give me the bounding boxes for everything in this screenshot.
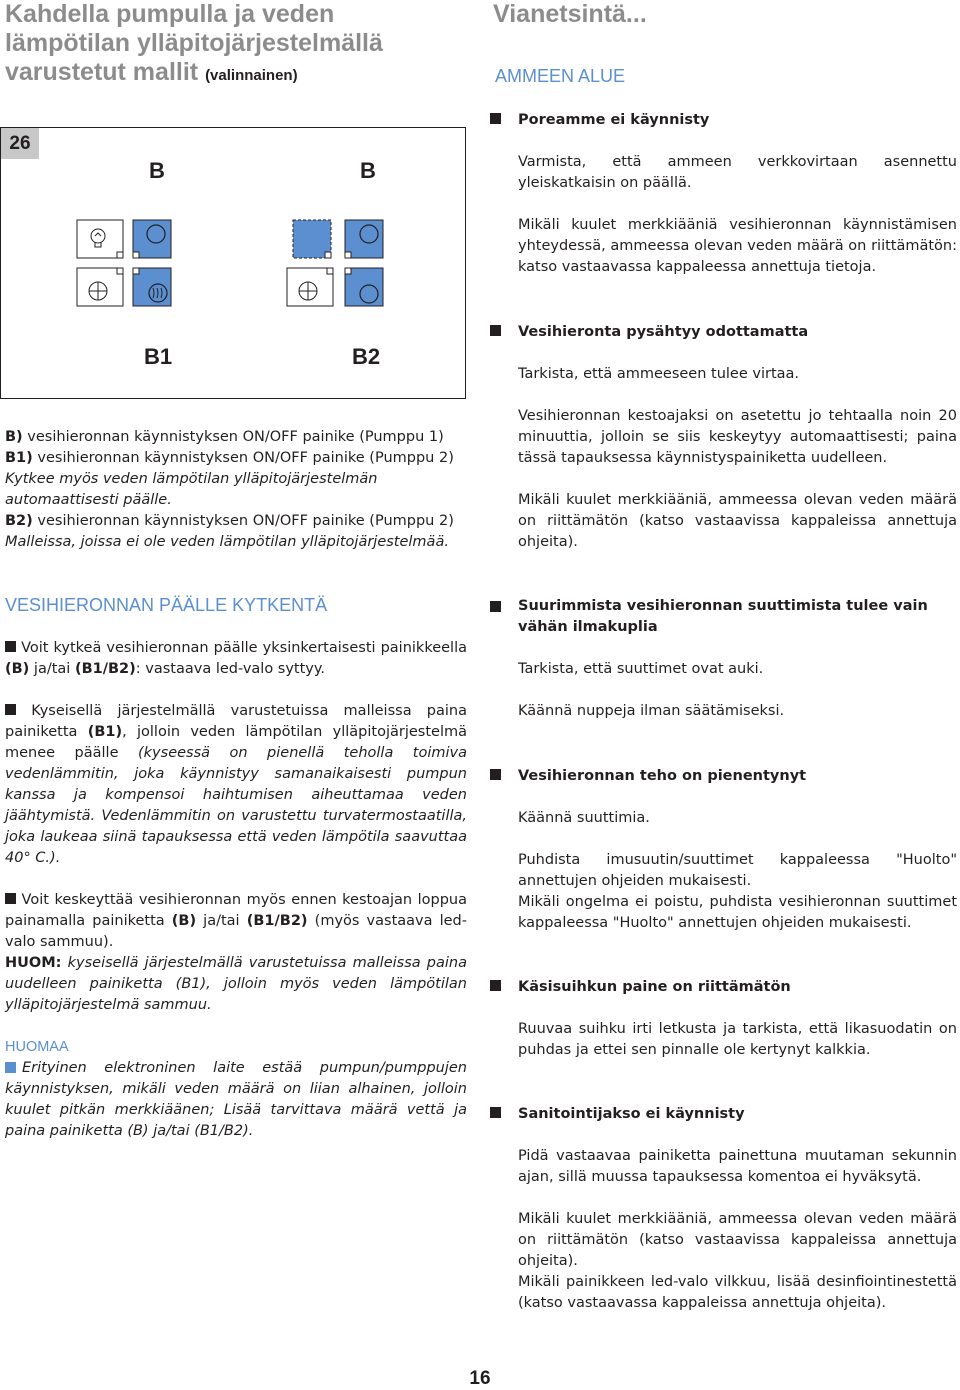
item-5-title: Sanitointijakso ei käynnisty xyxy=(518,1106,745,1122)
item-2-title-row xyxy=(490,596,957,638)
p1-a: Voit kytkeä vesihieronnan päälle yksinkertaisesti painikkeella xyxy=(21,640,467,656)
label-b1: B1 xyxy=(144,344,173,369)
left-section-body xyxy=(5,638,467,1142)
item-1-title-row xyxy=(490,322,957,343)
note-para xyxy=(5,1058,467,1142)
left-para-3 xyxy=(5,890,467,953)
item-5-title-row xyxy=(490,1104,957,1125)
item-0-para-0: Varmista, että ammeen verkkovirtaan asennettu yleiskatkaisin on päällä. xyxy=(518,154,957,191)
right-item-3 xyxy=(490,766,957,934)
p3-c: ja/tai xyxy=(196,913,247,929)
left-title xyxy=(5,0,485,90)
p2-b: (B1) xyxy=(87,724,123,740)
right-item-1 xyxy=(490,322,957,553)
figure-legend xyxy=(5,427,475,553)
square-bullet-icon xyxy=(490,980,501,991)
item-1-title: Vesihieronta pysähtyy odottamatta xyxy=(518,324,809,340)
fan-icon xyxy=(77,268,123,306)
right-item-4 xyxy=(490,977,957,1061)
item-5-para-0: Pidä vastaavaa painiketta painettuna muutaman sekunnin ajan, sillä muussa tapauksessa komentoa ei hyväksytä. xyxy=(518,1148,957,1185)
legend-b1-note: Kytkee myös veden lämpötilan ylläpitojärjestelmän automaattisesti päälle. xyxy=(5,471,378,508)
button-b1-icon[interactable] xyxy=(133,268,171,306)
p1-b4: : vastaava led-valo syttyy. xyxy=(135,661,326,677)
item-2-para-0: Tarkista, että suuttimet ovat auki. xyxy=(518,661,764,677)
item-1-para-0: Tarkista, että ammeeseen tulee virtaa. xyxy=(518,366,800,382)
legend-b1 xyxy=(5,448,475,469)
item-1-para-2: Mikäli kuulet merkkiääniä, ammeessa olevan veden määrä on riittämätön (katso vastaavissa kappaleissa annettuja ohjeita). xyxy=(518,492,957,550)
item-1-para-1: Vesihieronnan kestoajaksi on asetettu jo tehtaalla noin 20 minuuttia, jolloin se siis keskeytyy automaattisesti; paina tässä tapauksessa käynnistyspainiketta uudelleen. xyxy=(518,408,957,466)
legend-b2 xyxy=(5,511,475,532)
lamp-icon xyxy=(77,220,123,258)
left-title-line3: varustetut mallit xyxy=(5,58,199,86)
label-b-left: B xyxy=(149,158,165,183)
item-0-para-1: Mikäli kuulet merkkiääniä vesihieronnan käynnistämisen yhteydessä, ammeessa olevan veden määrä on riittämätön: katso vastaavassa kappaleessa annettuja tietoja. xyxy=(518,217,957,275)
note-text: Erityinen elektroninen laite estää pumpun/pumppujen käynnistyksen, mikäli veden määrä on liian alhainen, jolloin kuulet pitkän merkkiäänen; Lisää tarvittava määrä vettä ja paina painiketta (B) ja/tai (B1/B2). xyxy=(5,1060,467,1139)
item-4-title: Käsisuihkun paine on riittämätön xyxy=(518,979,791,995)
button-b-right-icon[interactable] xyxy=(345,220,383,258)
square-bullet-icon xyxy=(5,641,16,652)
right-item-5 xyxy=(490,1104,957,1314)
right-title: Vianetsintä... xyxy=(493,0,647,28)
legend-b-text: vesihieronnan käynnistyksen ON/OFF painike (Pumppu 1) xyxy=(27,429,444,445)
button-b2-icon[interactable] xyxy=(345,268,383,306)
item-0-title-row xyxy=(490,110,957,131)
legend-b2-key: B2) xyxy=(5,513,33,529)
label-b-right: B xyxy=(360,158,376,183)
square-bullet-blue-icon xyxy=(5,1062,16,1073)
p3-a: Voit keskeyttää vesihieronnan myös ennen kestoajan loppua painamalla painiketta xyxy=(5,892,467,929)
button-b-icon[interactable] xyxy=(133,220,171,258)
legend-b1-key: B1) xyxy=(5,450,33,466)
p3-d: (B1/B2) xyxy=(246,913,308,929)
item-5-para-1: Mikäli kuulet merkkiääniä, ammeessa olevan veden määrä on riittämätön (katso vastaavissa kappaleissa annettuja ohjeita). xyxy=(518,1211,957,1269)
figure-26 xyxy=(0,127,466,399)
right-item-2 xyxy=(490,596,957,722)
square-bullet-icon xyxy=(490,769,501,780)
optional-button-icon xyxy=(293,220,331,258)
square-bullet-icon xyxy=(490,601,501,612)
square-bullet-icon xyxy=(490,1107,501,1118)
legend-b2-note: Malleissa, joissa ei ole veden lämpötilan ylläpitojärjestelmää. xyxy=(5,534,449,550)
left-para-1 xyxy=(5,638,467,680)
item-2-title: Suurimmista vesihieronnan suuttimista tulee vain vähän ilmakuplia xyxy=(518,598,928,635)
item-5-para-2: Mikäli painikkeen led-valo vilkkuu, lisää desinfiointinestettä (katso vastaavassa kappaleissa annettuja ohjeita). xyxy=(518,1274,957,1311)
item-3-para-2: Mikäli ongelma ei poistu, puhdista vesihieronnan suuttimet kappaleessa "Huolto" annettujen ohjeiden mukaisesti. xyxy=(518,894,957,931)
square-bullet-icon xyxy=(5,893,16,904)
left-para-4 xyxy=(5,953,467,1016)
p1-b2: ja/tai xyxy=(29,661,75,677)
fan-right-icon xyxy=(287,268,333,306)
legend-b-key: B) xyxy=(5,429,23,445)
p2-a: Kyseisellä järjestelmällä varustetuissa malleissa paina painiketta xyxy=(5,703,468,740)
control-panel-diagram xyxy=(1,128,465,398)
p3-b: (B) xyxy=(171,913,197,929)
left-title-optional: (valinnainen) xyxy=(205,67,298,84)
right-item-0 xyxy=(490,110,957,278)
left-title-line3-row xyxy=(5,58,485,90)
left-title-line1: Kahdella pumpulla ja veden xyxy=(5,0,335,28)
item-4-title-row xyxy=(490,977,957,998)
page-number: 16 xyxy=(469,1368,491,1389)
item-4-para-0: Ruuvaa suihku irti letkusta ja tarkista, että likasuodatin on puhdas ja ettei sen pinnalle ole kertynyt kalkkia. xyxy=(518,1021,957,1058)
legend-b1-text: vesihieronnan käynnistyksen ON/OFF painike (Pumppu 2) xyxy=(37,450,454,466)
label-b2: B2 xyxy=(352,344,381,369)
left-section-heading: VESIHIERONNAN PÄÄLLE KYTKENTÄ xyxy=(5,595,328,615)
item-3-title: Vesihieronnan teho on pienentynyt xyxy=(518,768,807,784)
p4-b: kyseisellä järjestelmällä varustetuissa malleissa paina uudelleen painiketta (B1), jolloin myös veden lämpötilan ylläpitojärjestelmä sammuu. xyxy=(5,955,467,1013)
p2-c: , jolloin veden lämpötilan ylläpitojärjestelmä menee päälle xyxy=(5,724,468,761)
item-2-para-1: Käännä nuppeja ilman säätämiseksi. xyxy=(518,703,785,719)
p2-d: (kyseessä on pienellä teholla toimiva vedenlämmitin, joka käynnistyy samanaikaisesti pumpun kanssa ja kompensoi haihtumisen aiheuttamaa veden jäähtymistä. Vedenlämmitin on varustettu turvatermostaatilla, joka laukeaa siinä tapauksessa että veden lämpötila saavuttaa 40° C.). xyxy=(5,745,468,866)
legend-b xyxy=(5,427,475,448)
right-subheading: AMMEEN ALUE xyxy=(495,66,626,86)
square-bullet-icon xyxy=(5,704,16,715)
item-0-title: Poreamme ei käynnisty xyxy=(518,112,710,128)
square-bullet-icon xyxy=(490,325,501,336)
item-3-para-1: Puhdista imusuutin/suuttimet kappaleessa "Huolto" annettujen ohjeiden mukaisesti. xyxy=(518,852,957,889)
left-title-line2: lämpötilan ylläpitojärjestelmällä xyxy=(5,29,383,57)
p1-b1: (B) xyxy=(5,661,30,677)
figure-number: 26 xyxy=(9,133,31,154)
legend-b2-text: vesihieronnan käynnistyksen ON/OFF painike (Pumppu 2) xyxy=(37,513,454,529)
p3-e: (myös vastaava led-valo sammuu). xyxy=(5,913,467,950)
p1-b3: (B1/B2) xyxy=(74,661,136,677)
item-3-para-0: Käännä suuttimia. xyxy=(518,810,650,826)
p4-a: HUOM: xyxy=(5,955,62,971)
note-heading: HUOMAA xyxy=(5,1039,69,1055)
square-bullet-icon xyxy=(490,113,501,124)
item-3-title-row xyxy=(490,766,957,787)
left-para-2 xyxy=(5,701,467,869)
